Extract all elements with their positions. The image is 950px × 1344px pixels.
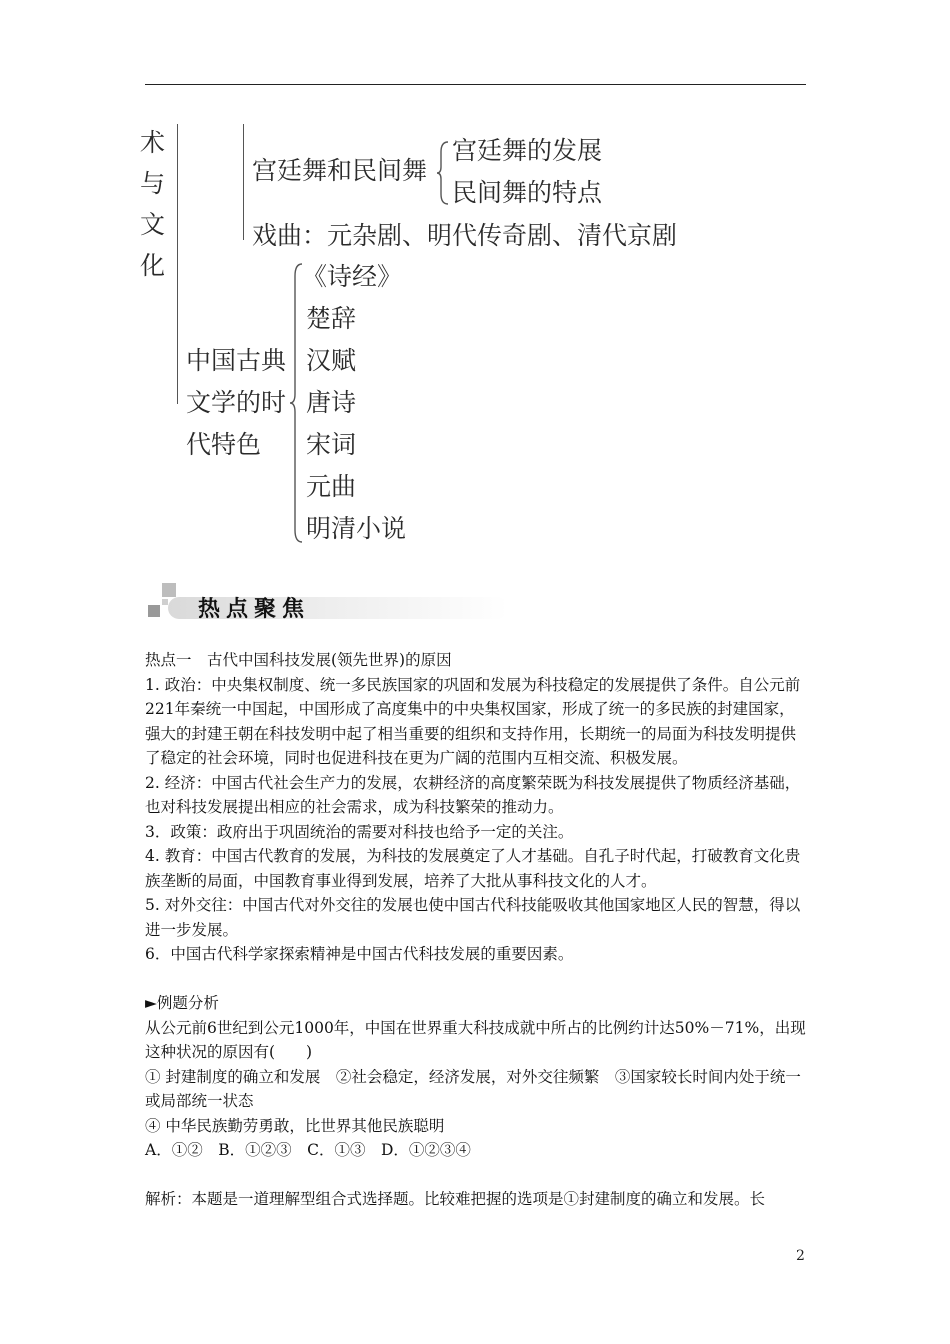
arts-bracket-line: [243, 124, 244, 240]
literature-item: 楚辞: [306, 304, 357, 333]
hotspot-point: 3．政策：政府出于巩固统治的需要对科技也给予一定的关注。: [145, 822, 574, 841]
banner-title: 热点聚焦: [198, 597, 311, 622]
dance-label: 宫廷舞和民间舞: [252, 156, 428, 185]
literature-brace: [288, 262, 304, 544]
banner-decor-square: [162, 583, 176, 597]
dance-item-court: 宫廷舞的发展: [452, 136, 603, 165]
hotspot-point: 2. 经济：中国古代社会生产力的发展，农耕经济的高度繁荣既为科技发展提供了物质经济基础，也对科技发展提出相应的社会需求，成为科技繁荣的推动力。: [145, 773, 801, 816]
opera-label: 戏曲：元杂剧、明代传奇剧、清代京剧: [252, 221, 678, 250]
hotspot-point: 4. 教育：中国古代教育的发展，为科技的发展奠定了人才基础。自孔子时代起，打破教育文化贵族垄断的局面，中国教育事业得到发展，培养了大批从事科技文化的人才。: [145, 847, 801, 890]
banner-decor-square: [162, 599, 168, 605]
literature-label-line: 文学的时: [186, 388, 287, 417]
hotspot-point: 1. 政治：中央集权制度、统一多民族国家的巩固和发展为科技稳定的发展提供了条件。自公元前221年秦统一中国起，中国形成了高度集中的中央集权国家，形成了统一的多民族的封建国家，强大的封建王朝在科技发明中起了相当重要的组织和支持作用，长期统一的局面为科技发明提供了稳定的社会环境，同时也促进科技在更为广阔的范围内互相交流、积极发展。: [145, 675, 801, 767]
literature-item: 宋词: [306, 430, 357, 459]
knowledge-outline-diagram: [0, 0, 950, 560]
example-analysis: 解析：本题是一道理解型组合式选择题。比较难把握的选项是①封建制度的确立和发展。长: [145, 1190, 766, 1208]
hotspot-banner: [140, 580, 520, 630]
example-question: 从公元前6世纪到公元1000年，中国在世界重大科技成就中所占的比例约计达50%－71%，出现这种状况的原因有( ): [145, 1018, 806, 1061]
literature-item: 唐诗: [306, 388, 357, 417]
banner-decor-square: [148, 605, 160, 617]
dance-item-folk: 民间舞的特点: [452, 178, 603, 207]
hotspot-heading: 热点一 古代中国科技发展(领先世界)的原因: [145, 651, 452, 669]
literature-item: 《诗经》: [302, 262, 403, 291]
example-statement: ① 封建制度的确立和发展 ②社会稳定，经济发展，对外交往频繁 ③国家较长时间内处于统一或局部统一状态: [145, 1067, 801, 1110]
dance-brace: [436, 140, 450, 206]
root-char: 与: [140, 169, 166, 198]
literature-label-line: 代特色: [186, 430, 262, 459]
example-options: A．①② B．①②③ C．①③ D．①②③④: [145, 1141, 471, 1159]
hotspot-point: 6．中国古代科学家探索精神是中国古代科技发展的重要因素。: [145, 945, 574, 963]
root-char: 术: [140, 128, 166, 157]
example-statement: ④ 中华民族勤劳勇敢，比世界其他民族聪明: [145, 1116, 445, 1135]
hotspot-point: 5. 对外交往：中国古代对外交往的发展也使中国古代科技能吸收其他国家地区人民的智慧，得以进一步发展。: [145, 896, 801, 939]
root-char: 化: [140, 251, 166, 280]
literature-item: 元曲: [306, 472, 357, 501]
example-heading: ►例题分析: [145, 994, 219, 1012]
literature-item: 汉赋: [306, 346, 357, 375]
literature-label-line: 中国古典: [186, 346, 287, 375]
main-bracket-line: [177, 124, 178, 404]
root-char: 文: [140, 210, 166, 239]
page-number: 2: [796, 1248, 805, 1264]
hotspot-section: [145, 648, 810, 1212]
literature-item: 明清小说: [306, 514, 407, 543]
